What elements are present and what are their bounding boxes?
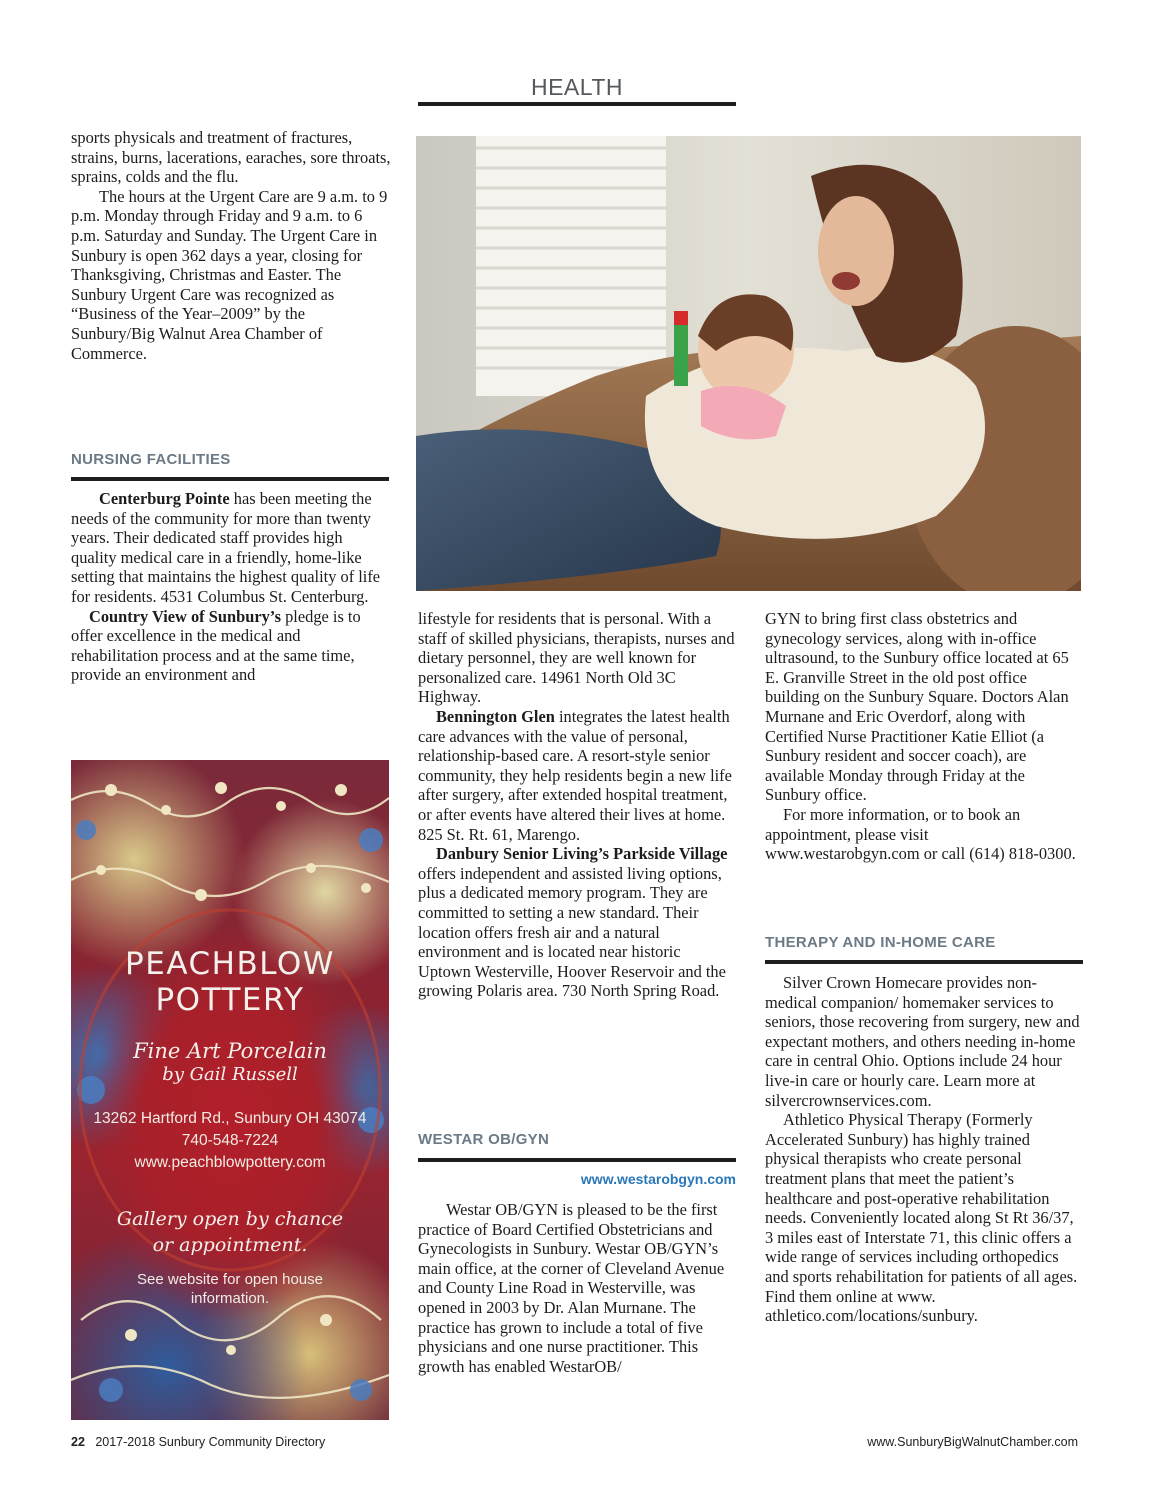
therapy-heading: THERAPY AND IN-HOME CARE bbox=[765, 934, 996, 951]
danbury-name: Danbury Senior Living’s Parkside Village bbox=[436, 844, 728, 864]
country-view-name: Country View of Sunbury’s bbox=[89, 606, 282, 626]
silver-crown-paragraph: Silver Crown Homecare provides non-medical companion/ homemaker services to seniors, those recovering from surgery, new and expectant mothers, and others needing in-home care in central Ohio. Options include 24 hour live-in care or hourly care. Learn more at silvercrownservices.com. bbox=[765, 973, 1080, 1110]
westar-more-info: For more information, or to book an appointment, please visit www.westarobgyn.com or call (614) 818-0300. bbox=[765, 804, 1076, 864]
column-3-text bbox=[765, 609, 1083, 864]
section-title: HEALTH bbox=[530, 74, 624, 100]
nursing-facilities-text bbox=[71, 489, 389, 685]
westar-heading: WESTAR OB/GYN bbox=[418, 1131, 550, 1148]
column-1-top-text bbox=[71, 128, 391, 363]
ad-phone: 740-548-7224 bbox=[181, 1132, 279, 1149]
westar-website-link[interactable]: www.westarobgyn.com bbox=[580, 1171, 736, 1187]
ad-title-line2: POTTERY bbox=[155, 982, 305, 1018]
mother-child-photo bbox=[416, 136, 1081, 591]
publication-title: 2017-2018 Sunbury Community Directory bbox=[95, 1435, 326, 1449]
urgent-care-hours-paragraph: The hours at the Urgent Care are 9 a.m. to 9 p.m. Monday through Friday and 9 a.m. to 6 p.m. Saturday and Sunday. The Urgent Care in Sunbury is open 362 days a year, closing for Thanksgiving, Christmas and Easter. The Sunbury Urgent Care was recognized as “Business of the Year–2009” by the Sunbury/Big Walnut Area Chamber of Commerce. bbox=[71, 186, 388, 363]
westar-paragraph: Westar OB/GYN is pleased to be the first practice of Board Certified Obstetricians and Gynecologists in Sunbury. Westar OB/GYN’s main office, at the corner of Cleveland Avenue and County Line Road in Westerville, was opened in 2003 by Dr. Alan Murnane. The practice has grown to include a total of five physicians and one nurse practitioner. This growth has enabled WestarOB/ bbox=[418, 1200, 725, 1376]
ad-title-line1: PEACHBLOW bbox=[125, 946, 335, 982]
ad-subtitle-line1: Fine Art Porcelain bbox=[133, 1039, 327, 1063]
urgent-care-services-paragraph: sports physicals and treatment of fractures, strains, burns, lacerations, earaches, sore throats, sprains, colds and the flu. bbox=[71, 128, 391, 187]
country-view-text: pledge is to offer excellence in the medical and rehabilitation process and at the same time, provide an environment and bbox=[71, 606, 361, 685]
centerburg-pointe-text: has been meeting the needs of the community for more than twenty years. Their dedicated staff provides high quality medical care in a friendly, home-like setting that maintains the highest quality of life for residents. 4531 Columbus St. Centerburg. bbox=[71, 489, 381, 606]
westar-continued: GYN to bring first class obstetrics and gynecology services, along with in-office ultrasound, to the Sunbury office located at 65 E. Granville Street in the old post office building on the Sunbury Square. Doctors Alan Murnane and Eric Overdorf, along with Certified Nurse Practitioner Katie Elliot (a Sunbury resident and soccer coach), are available Monday through Friday at the Sunbury office. bbox=[765, 609, 1069, 805]
danbury-text: offers independent and assisted living options, plus a dedicated memory program. They are committed to setting a new standard. Their location offers fresh air and a natural environment and is located near historic Uptown Westerville, Hoover Reservoir and the growing Polaris area. 730 North Spring Road. bbox=[418, 863, 726, 1001]
ad-note-line1: See website for open house bbox=[137, 1271, 323, 1288]
westar-text-block bbox=[418, 1200, 736, 1376]
bennington-glen-name: Bennington Glen bbox=[436, 706, 555, 726]
ad-gallery-line1: Gallery open by chance bbox=[116, 1208, 344, 1230]
ad-website[interactable]: www.peachblowpottery.com bbox=[134, 1154, 326, 1171]
ad-title bbox=[71, 946, 389, 1018]
ad-open-house-note bbox=[71, 1270, 389, 1308]
nursing-facilities-heading: NURSING FACILITIES bbox=[71, 451, 231, 468]
country-view-continued: lifestyle for residents that is personal. With a staff of skilled physicians, therapists, nurses and dietary personnel, they are well known for personalized care. 14961 North Old 3C Highway. bbox=[418, 609, 735, 707]
therapy-text bbox=[765, 973, 1083, 1326]
westar-rule bbox=[418, 1158, 736, 1162]
ad-address: 13262 Hartford Rd., Sunbury OH 43074 bbox=[93, 1110, 367, 1127]
ad-decoration bbox=[71, 760, 389, 1420]
photo-illustration bbox=[416, 136, 1081, 591]
page-number: 22 bbox=[71, 1435, 85, 1449]
page-footer-left bbox=[71, 1435, 325, 1449]
bennington-glen-text: integrates the latest health care advances with the value of personal, relationship-based care. A resort-style senior community, they help residents begin a new life after surgery, after extended hospital treatment, or after events have altered their lives at home. 825 St. Rt. 61, Marengo. bbox=[418, 706, 732, 844]
ad-gallery-line2: or appointment. bbox=[152, 1234, 308, 1256]
ad-note-line2: information. bbox=[190, 1290, 270, 1307]
section-title-rule bbox=[418, 102, 736, 106]
ad-subtitle-line2: by Gail Russell bbox=[162, 1064, 298, 1085]
nursing-facilities-rule bbox=[71, 477, 389, 481]
column-2-text bbox=[418, 609, 736, 1001]
ad-subtitle bbox=[71, 1038, 389, 1086]
ad-gallery-note bbox=[71, 1206, 389, 1258]
ad-contact bbox=[71, 1108, 389, 1174]
athletico-paragraph: Athletico Physical Therapy (Formerly Accelerated Sunbury) has highly trained physical therapists who create personal treatment plans that meet the patient’s healthcare and post-operative rehabilitation needs. Conveniently located along St Rt 36/37, 3 miles east of Interstate 71, this clinic offers a wide range of services including orthopedics and sports rehabilitation for patients of all ages. Find them online at www. athletico.com/locations/sunbury. bbox=[765, 1110, 1078, 1326]
therapy-rule bbox=[765, 960, 1083, 964]
peachblow-pottery-ad[interactable] bbox=[71, 760, 389, 1420]
centerburg-pointe-name: Centerburg Pointe bbox=[99, 489, 230, 508]
footer-website[interactable]: www.SunburyBigWalnutChamber.com bbox=[867, 1435, 1078, 1449]
